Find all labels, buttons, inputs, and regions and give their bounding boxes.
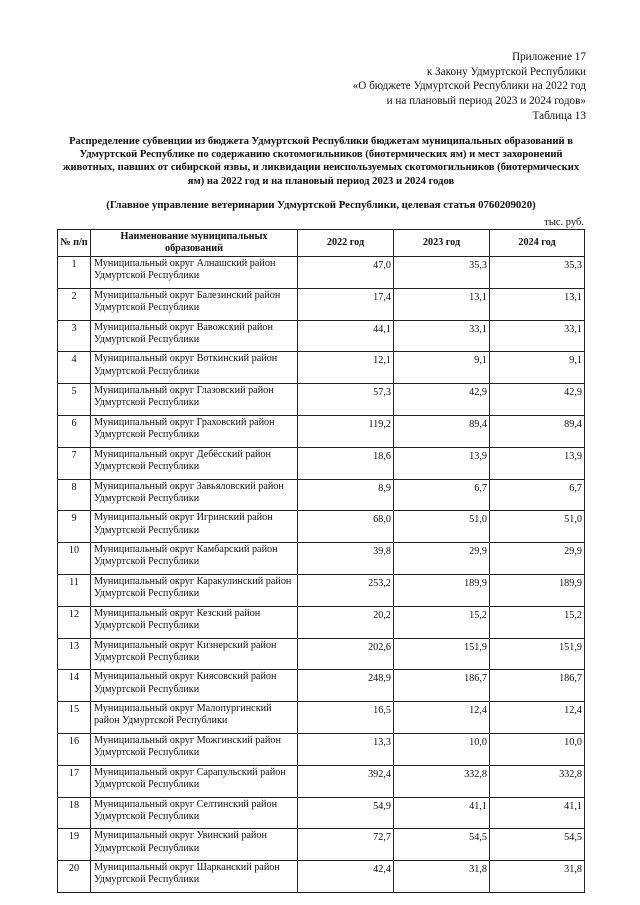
value-2024: 6,7 bbox=[490, 479, 585, 511]
value-2024: 51,0 bbox=[490, 511, 585, 543]
municipality-name: Муниципальный округ Кезский район Удмуртской Республики bbox=[91, 606, 298, 638]
value-2022: 16,5 bbox=[298, 702, 394, 734]
value-2022: 18,6 bbox=[298, 447, 394, 479]
table-row bbox=[58, 415, 585, 447]
table-row bbox=[58, 574, 585, 606]
table-row bbox=[58, 352, 585, 384]
municipality-name: Муниципальный округ Увинский район Удмуртской Республики bbox=[91, 829, 298, 861]
value-2023: 13,9 bbox=[394, 447, 490, 479]
row-number: 18 bbox=[58, 797, 91, 829]
value-2024: 41,1 bbox=[490, 797, 585, 829]
row-number: 16 bbox=[58, 733, 91, 765]
value-2023: 332,8 bbox=[394, 765, 490, 797]
header-name: Наименование муниципальных образований bbox=[91, 230, 298, 257]
table-row bbox=[58, 765, 585, 797]
value-2023: 186,7 bbox=[394, 670, 490, 702]
value-2022: 253,2 bbox=[298, 574, 394, 606]
value-2024: 13,1 bbox=[490, 288, 585, 320]
municipality-name: Муниципальный округ Игринский район Удмуртской Республики bbox=[91, 511, 298, 543]
value-2024: 189,9 bbox=[490, 574, 585, 606]
value-2023: 29,9 bbox=[394, 543, 490, 575]
value-2022: 17,4 bbox=[298, 288, 394, 320]
appendix-header bbox=[353, 50, 586, 124]
value-2024: 29,9 bbox=[490, 543, 585, 575]
municipality-name: Муниципальный округ Граховский район Удмуртской Республики bbox=[91, 415, 298, 447]
value-2024: 10,0 bbox=[490, 733, 585, 765]
table-row bbox=[58, 288, 585, 320]
value-2022: 119,2 bbox=[298, 415, 394, 447]
table-row bbox=[58, 606, 585, 638]
row-number: 17 bbox=[58, 765, 91, 797]
table-header-row bbox=[58, 230, 585, 257]
value-2022: 248,9 bbox=[298, 670, 394, 702]
municipality-name: Муниципальный округ Можгинский район Удмуртской Республики bbox=[91, 733, 298, 765]
header-num: № п/п bbox=[58, 230, 91, 257]
table-row bbox=[58, 511, 585, 543]
municipality-name: Муниципальный округ Балезинский район Удмуртской Республики bbox=[91, 288, 298, 320]
row-number: 15 bbox=[58, 702, 91, 734]
municipality-name: Муниципальный округ Камбарский район Удмуртской Республики bbox=[91, 543, 298, 575]
appendix-line: «О бюджете Удмуртской Республики на 2022 год bbox=[352, 80, 586, 92]
municipality-name: Муниципальный округ Алнашский район Удмуртской Республики bbox=[91, 257, 298, 289]
value-2023: 189,9 bbox=[394, 574, 490, 606]
appendix-line: к Закону Удмуртской Республики bbox=[426, 65, 586, 78]
municipality-name: Муниципальный округ Завьяловский район Удмуртской Республики bbox=[91, 479, 298, 511]
table-row bbox=[58, 702, 585, 734]
table-row bbox=[58, 479, 585, 511]
municipality-name: Муниципальный округ Селтинский район Удмуртской Республики bbox=[91, 797, 298, 829]
table-row bbox=[58, 733, 585, 765]
value-2024: 15,2 bbox=[490, 606, 585, 638]
value-2023: 13,1 bbox=[394, 288, 490, 320]
document-subtitle: (Главное управление ветеринарии Удмуртской Республики, целевая статья 0760209020) bbox=[106, 199, 536, 211]
value-2024: 332,8 bbox=[490, 765, 585, 797]
row-number: 4 bbox=[58, 352, 91, 384]
table-row bbox=[58, 543, 585, 575]
value-2024: 186,7 bbox=[490, 670, 585, 702]
value-2022: 12,1 bbox=[298, 352, 394, 384]
table-number: Таблица 13 bbox=[532, 110, 586, 122]
table-row bbox=[58, 447, 585, 479]
row-number: 3 bbox=[58, 320, 91, 352]
row-number: 12 bbox=[58, 606, 91, 638]
row-number: 10 bbox=[58, 543, 91, 575]
value-2024: 89,4 bbox=[490, 415, 585, 447]
row-number: 5 bbox=[58, 384, 91, 416]
value-2022: 54,9 bbox=[298, 797, 394, 829]
value-2022: 202,6 bbox=[298, 638, 394, 670]
value-2022: 8,9 bbox=[298, 479, 394, 511]
table-row bbox=[58, 257, 585, 289]
appendix-line: Приложение 17 bbox=[511, 51, 586, 63]
municipality-name: Муниципальный округ Шарканский район Удмуртской Республики bbox=[91, 861, 298, 893]
table-row bbox=[58, 797, 585, 829]
value-2024: 54,5 bbox=[490, 829, 585, 861]
value-2024: 42,9 bbox=[490, 384, 585, 416]
value-2022: 68,0 bbox=[298, 511, 394, 543]
value-2024: 35,3 bbox=[490, 257, 585, 289]
municipality-name: Муниципальный округ Каракулинский район Удмуртской Республики bbox=[91, 574, 298, 606]
value-2024: 31,8 bbox=[490, 861, 585, 893]
municipality-name: Муниципальный округ Воткинский район Удмуртской Республики bbox=[91, 352, 298, 384]
value-2023: 9,1 bbox=[394, 352, 490, 384]
header-2023: 2023 год bbox=[394, 230, 490, 257]
value-2022: 392,4 bbox=[298, 765, 394, 797]
value-2023: 35,3 bbox=[394, 257, 490, 289]
value-2023: 31,8 bbox=[394, 861, 490, 893]
value-2023: 41,1 bbox=[394, 797, 490, 829]
row-number: 1 bbox=[58, 257, 91, 289]
municipality-name: Муниципальный округ Киясовский район Удмуртской Республики bbox=[91, 670, 298, 702]
subvention-table bbox=[57, 229, 585, 893]
row-number: 11 bbox=[58, 574, 91, 606]
value-2022: 44,1 bbox=[298, 320, 394, 352]
municipality-name: Муниципальный округ Малопургинский район Удмуртской Республики bbox=[91, 702, 298, 734]
header-2024: 2024 год bbox=[490, 230, 585, 257]
value-2023: 6,7 bbox=[394, 479, 490, 511]
value-2023: 51,0 bbox=[394, 511, 490, 543]
table-row bbox=[58, 320, 585, 352]
municipality-name: Муниципальный округ Вавожский район Удмуртской Республики bbox=[91, 320, 298, 352]
table-row bbox=[58, 861, 585, 893]
row-number: 19 bbox=[58, 829, 91, 861]
table-row bbox=[58, 670, 585, 702]
row-number: 20 bbox=[58, 861, 91, 893]
value-2024: 13,9 bbox=[490, 447, 585, 479]
table-body bbox=[58, 257, 585, 893]
value-2023: 33,1 bbox=[394, 320, 490, 352]
value-2022: 42,4 bbox=[298, 861, 394, 893]
row-number: 8 bbox=[58, 479, 91, 511]
table-row bbox=[58, 638, 585, 670]
table-row bbox=[58, 384, 585, 416]
row-number: 14 bbox=[58, 670, 91, 702]
municipality-name: Муниципальный округ Дебёсский район Удмуртской Республики bbox=[91, 447, 298, 479]
table-row bbox=[58, 829, 585, 861]
municipality-name: Муниципальный округ Глазовский район Удмуртской Республики bbox=[91, 384, 298, 416]
row-number: 7 bbox=[58, 447, 91, 479]
value-2023: 151,9 bbox=[394, 638, 490, 670]
value-2023: 15,2 bbox=[394, 606, 490, 638]
value-2022: 47,0 bbox=[298, 257, 394, 289]
value-2023: 89,4 bbox=[394, 415, 490, 447]
value-2023: 12,4 bbox=[394, 702, 490, 734]
value-2022: 13,3 bbox=[298, 733, 394, 765]
row-number: 9 bbox=[58, 511, 91, 543]
value-2024: 12,4 bbox=[490, 702, 585, 734]
value-2023: 54,5 bbox=[394, 829, 490, 861]
value-2022: 20,2 bbox=[298, 606, 394, 638]
value-2022: 72,7 bbox=[298, 829, 394, 861]
value-2023: 42,9 bbox=[394, 384, 490, 416]
header-2022: 2022 год bbox=[298, 230, 394, 257]
row-number: 2 bbox=[58, 288, 91, 320]
municipality-name: Муниципальный округ Сарапульский район Удмуртской Республики bbox=[91, 765, 298, 797]
appendix-line: и на плановый период 2023 и 2024 годов» bbox=[386, 94, 586, 107]
units-label: тыс. руб. bbox=[544, 217, 584, 228]
row-number: 13 bbox=[58, 638, 91, 670]
value-2022: 57,3 bbox=[298, 384, 394, 416]
value-2024: 9,1 bbox=[490, 352, 585, 384]
value-2022: 39,8 bbox=[298, 543, 394, 575]
value-2024: 33,1 bbox=[490, 320, 585, 352]
value-2023: 10,0 bbox=[394, 733, 490, 765]
municipality-name: Муниципальный округ Кизнерский район Удмуртской Республики bbox=[91, 638, 298, 670]
value-2024: 151,9 bbox=[490, 638, 585, 670]
row-number: 6 bbox=[58, 415, 91, 447]
document-title: Распределение субвенции из бюджета Удмуртской Республики бюджетам муниципальных образований в Удмуртской Республике по содержанию скотомогильников (биотермических ям) и мест захоронений животных, павших от сибирской язвы, и ликвидации неиспользуемых скотомогильников (биотермических ям) на 2022 год и на плановый период 2023 и 2024 годов bbox=[62, 136, 580, 187]
